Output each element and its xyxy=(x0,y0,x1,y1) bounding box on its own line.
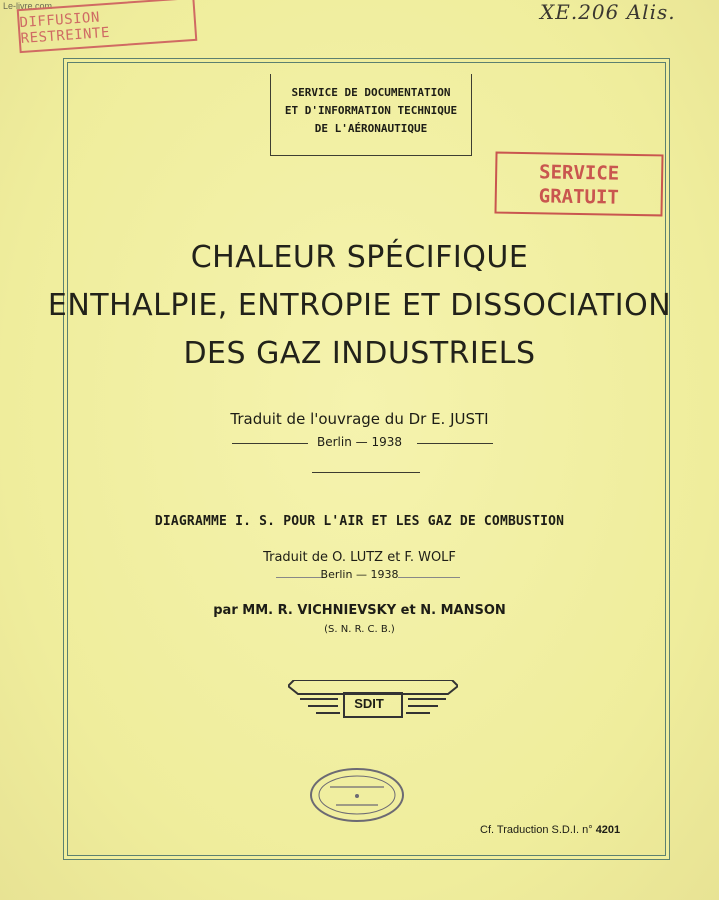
header-line-2: ET D'INFORMATION TECHNIQUE xyxy=(284,104,458,117)
sdit-logo-text: SDIT xyxy=(354,696,384,711)
section-divider xyxy=(312,472,420,473)
title-line-3: DES GAZ INDUSTRIELS xyxy=(183,336,536,371)
translation-line: Traduit de l'ouvrage du Dr E. JUSTI xyxy=(230,410,489,428)
rule-right-2 xyxy=(398,577,460,578)
handwritten-reference: XE.206 Alis. xyxy=(540,0,676,24)
berlin-date-2: Berlin — 1938 xyxy=(320,568,399,581)
berlin-date-1: Berlin — 1938 xyxy=(317,435,402,449)
reference-prefix: Cf. Traduction S.D.I. n° xyxy=(480,824,593,836)
rule-right xyxy=(417,443,493,444)
title-line-2: ENTHALPIE, ENTROPIE ET DISSOCIATION xyxy=(47,288,672,323)
authors: par MM. R. VICHNIEVSKY et N. MANSON xyxy=(213,603,506,618)
reference-number: 4201 xyxy=(595,824,621,836)
stamp-line-2: GRATUIT xyxy=(538,185,619,209)
translation-reference xyxy=(480,824,620,836)
diagram-translated-by: Traduit de O. LUTZ et F. WOLF xyxy=(263,550,456,565)
stamp-line-1: SERVICE xyxy=(538,161,620,185)
title-line-1: CHALEUR SPÉCIFIQUE xyxy=(190,240,529,275)
library-seal-stamp xyxy=(308,765,406,825)
service-gratuit-stamp xyxy=(494,152,663,217)
diffusion-restreinte-stamp: DIFFUSION RESTREINTE xyxy=(17,0,198,53)
header-line-1: SERVICE DE DOCUMENTATION xyxy=(291,86,451,99)
publisher-header xyxy=(270,74,472,156)
header-line-3: DE L'AÉRONAUTIQUE xyxy=(314,122,428,135)
watermark: Le-livre.com xyxy=(3,1,53,11)
affiliation: (S. N. R. C. B.) xyxy=(324,624,395,635)
diagram-title: DIAGRAMME I. S. POUR L'AIR ET LES GAZ DE COMBUSTION xyxy=(154,514,565,529)
